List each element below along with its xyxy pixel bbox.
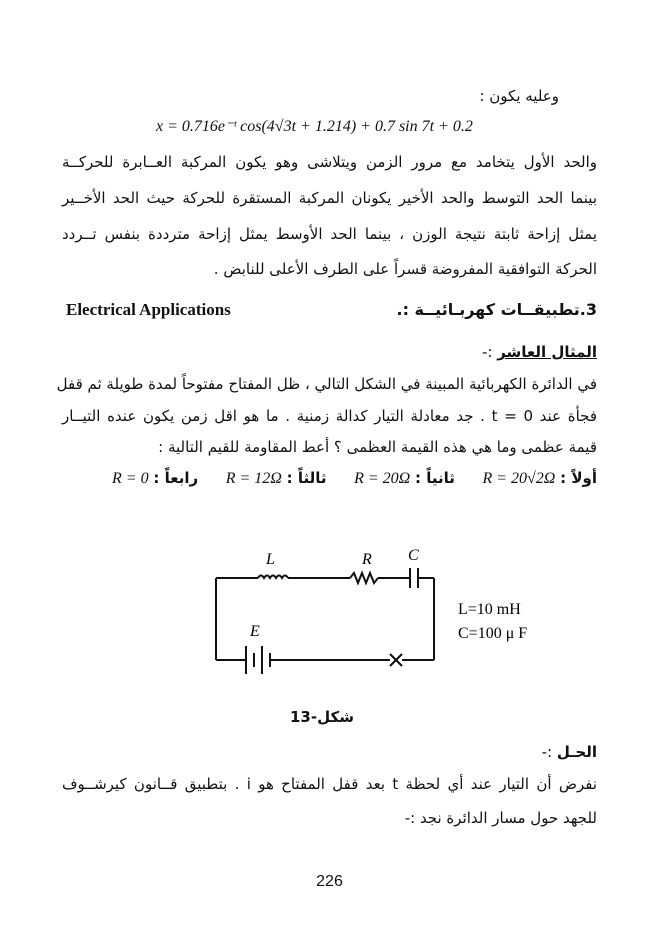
solution-line-2: للجهد حول مسار الدائرة نجد :- (404, 809, 597, 827)
case-3 (226, 468, 327, 489)
solution-heading-text: الحـل (556, 743, 597, 761)
case-3-value: R = 12Ω (225, 470, 282, 487)
label-E: E (250, 623, 260, 640)
paragraph-line-3: يمثل إزاحة ثابتة نتيجة الوزن ، بينما الحد الأوسط يمثل إزاحة مترددة بنفس تــردد (62, 225, 597, 243)
example-heading-suffix: :- (481, 343, 498, 361)
case-2-label: ثانياً : (414, 469, 455, 487)
case-4 (112, 468, 198, 489)
resistor (350, 573, 378, 583)
case-1-label: أولاً : (560, 469, 597, 487)
example-line-3: قيمة عظمى وما هي هذه القيمة العظمى ؟ أعط المقاومة للقيم التالية : (158, 438, 597, 456)
circuit-diagram (200, 540, 560, 680)
case-2-value: R = 20Ω (354, 470, 411, 487)
case-4-label: رابعاً : (153, 469, 199, 487)
inductor (258, 576, 288, 579)
spec-L: L=10 mH (458, 601, 521, 618)
main-equation: x = 0.716e⁻ᵗ cos(4√3t + 1.214) + 0.7 sin 7t + 0.2 (156, 118, 473, 135)
example-line-1: في الدائرة الكهربائية المبينة في الشكل التالي ، ظل المفتاح مفتوحاً لمدة طويلة ثم قفل (56, 375, 597, 393)
example-heading-text: المثال العاشر (497, 343, 597, 361)
example-heading (482, 342, 597, 362)
page-number: 226 (316, 873, 343, 890)
case-4-value: R = 0 (112, 470, 149, 487)
paragraph-line-1: والحد الأول يتخامد مع مرور الزمن ويتلاشى وهو يكون المركبة العــابرة للحركــة (62, 153, 597, 171)
example-line-2: فجأة عند t = 0 . جد معادلة التيار كدالة زمنية . ما هو اقل زمن يكون عنده التيــار (62, 407, 597, 425)
case-2 (354, 468, 455, 489)
case-1 (482, 468, 597, 489)
figure-caption: شكل-13 (290, 708, 354, 726)
section-title-arabic: 3.تطبيقــات كهربـائيــة :. (396, 300, 597, 319)
label-R: R (362, 551, 372, 568)
paragraph-line-4: الحركة التوافقية المفروضة قسراً على الطرف الأعلى للنابض . (213, 260, 597, 278)
section-title-english: Electrical Applications (66, 300, 231, 319)
label-C: C (408, 547, 419, 564)
resistance-cases (112, 468, 597, 489)
solution-line-1: نفرض أن التيار عند أي لحظة t بعد قفل المفتاح هو i . بتطبيق قــانون كيرشــوف (62, 775, 597, 793)
intro-line: وعليه يكون : (479, 87, 559, 105)
case-3-label: ثالثاً : (286, 469, 327, 487)
paragraph-line-2: بينما الحد التوسط والحد الأخير يكونان المركبة المستقرة للحركة حيث الحد الأخــير (62, 189, 597, 207)
solution-heading-suffix: :- (541, 743, 557, 761)
label-L: L (266, 551, 275, 568)
spec-C: C=100 μ F (458, 625, 528, 642)
case-1-value: R = 20√2Ω (482, 470, 556, 487)
solution-heading (542, 742, 597, 762)
